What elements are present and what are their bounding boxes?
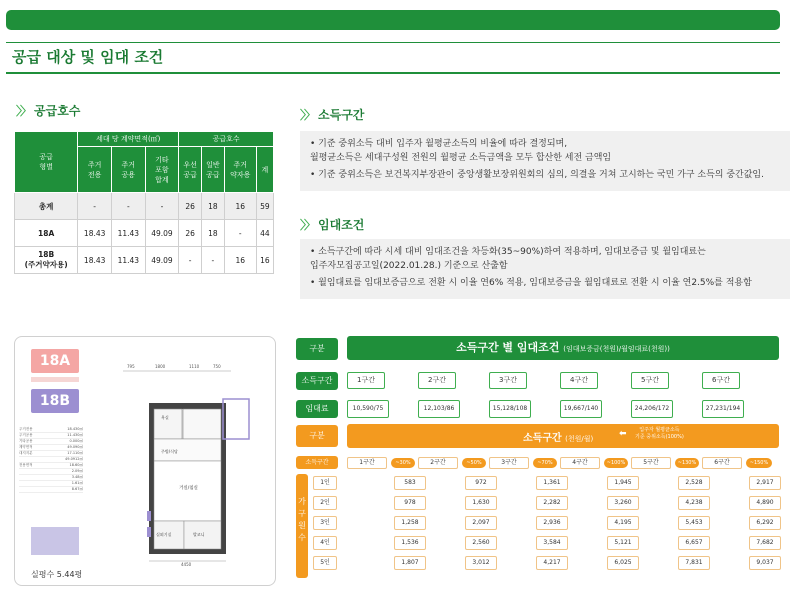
supply-heading-text: 공급호수 (34, 104, 81, 118)
pct-badge: ~30% (391, 458, 415, 468)
person-count-cell: 3인 (313, 516, 337, 530)
income-cell: 7,682 (749, 536, 781, 550)
fee-cell: 19,667/140 (560, 400, 602, 418)
bullet-text: • 기준 중위소득 대비 입주자 월평균소득의 비율에 따라 결정되며, 월평균소득은 세대구성원 전원의 월평균 소득금액을 모두 합산한 세전 금액임 (310, 139, 612, 163)
dim-label: 795 (127, 364, 135, 369)
spec-row: 계약면적 49.090㎡ (19, 445, 83, 449)
col-header-units: 공급호수 (179, 132, 274, 147)
section-title: 공급 대상 및 임대 조건 (12, 48, 164, 66)
table-cell: 44 (256, 220, 273, 247)
bracket-cell: 4구간 (560, 372, 598, 389)
info-box (300, 131, 790, 191)
row-label-category-2: 구분 (296, 425, 338, 447)
income-cell: 1,536 (394, 536, 426, 550)
pct-badge: ~50% (462, 458, 486, 468)
table-cell: 49.09 (145, 247, 179, 274)
row-label-fee: 임대료 (296, 400, 338, 418)
rent-title-bar (347, 336, 779, 360)
fee-cell: 27,231/194 (702, 400, 744, 418)
bracket-cell: 6구간 (702, 372, 740, 389)
spec-row: 주거공용 11.430㎡ (19, 433, 83, 437)
bracket-cell: 6구간 (702, 457, 742, 469)
household-size-label: 가 구 원 수 (296, 474, 308, 578)
pct-badge: ~100% (604, 458, 628, 468)
table-cell: 11.43 (111, 220, 145, 247)
table-cell: - (145, 193, 179, 220)
table-cell: 49.09 (145, 220, 179, 247)
row-label: 18A (15, 220, 78, 247)
income-cell: 978 (394, 496, 426, 510)
spec-row: 대지지분 17.110㎡ (19, 451, 83, 455)
supply-table (14, 131, 274, 274)
income-cell: 5,121 (607, 536, 639, 550)
income-cell: 972 (465, 476, 497, 490)
area-label: 실평수 5.44평 (31, 570, 83, 579)
table-cell: - (78, 193, 112, 220)
lease-heading (300, 216, 364, 233)
col-header: 우선 공급 (179, 147, 202, 193)
income-cell: 2,282 (536, 496, 568, 510)
person-count-cell: 2인 (313, 496, 337, 510)
row-label-bracket: 소득구간 (296, 372, 338, 390)
spec-row: 전용면적 18.60㎡ (19, 463, 83, 467)
table-cell: - (201, 247, 224, 274)
income-cell: 6,657 (678, 536, 710, 550)
table-cell: 11.43 (111, 247, 145, 274)
bracket-cell: 2구간 (418, 372, 456, 389)
income-title-bar (347, 424, 779, 448)
arrow-left-icon: ⬅ (619, 429, 627, 439)
income-cell: 2,097 (465, 516, 497, 530)
income-cell: 2,917 (749, 476, 781, 490)
income-cell: 7,831 (678, 556, 710, 570)
arrow-note: 입주자 월평균소득 기준 중위소득(100%) (635, 427, 684, 440)
income-cell: 9,037 (749, 556, 781, 570)
table-cell: 16 (224, 247, 256, 274)
spec-row: 주거전용 18.430㎡ (19, 427, 83, 431)
spec-row: 8.67㎡ (19, 487, 83, 493)
bracket-cell: 3구간 (489, 457, 529, 469)
col-header: 기타 포함 합계 (145, 147, 179, 193)
table-row (15, 193, 274, 220)
person-count-cell: 4인 (313, 536, 337, 550)
floor-plan-drawing (121, 361, 251, 567)
col-header: 계 (256, 147, 273, 193)
table-cell: 59 (256, 193, 273, 220)
bracket-cell: 4구간 (560, 457, 600, 469)
income-cell: 6,025 (607, 556, 639, 570)
col-header: 주거 약자용 (224, 147, 256, 193)
legend-box (31, 527, 79, 555)
income-cell: 2,528 (678, 476, 710, 490)
dim-label: 1800 (155, 364, 166, 369)
rent-title: 소득구간 별 임대조건 (456, 341, 560, 354)
spec-row: 1.61㎡ (19, 481, 83, 487)
col-header: 주거 공용 (111, 147, 145, 193)
income-title: 소득구간 (천원/월) (523, 433, 594, 444)
row-label: 18B (주거약자용) (15, 247, 78, 274)
table-row (15, 247, 274, 274)
table-cell: 16 (256, 247, 273, 274)
income-heading-text: 소득구간 (318, 108, 365, 122)
bracket-cell: 1구간 (347, 372, 385, 389)
bracket-cell: 3구간 (489, 372, 527, 389)
fee-cell: 10,590/75 (347, 400, 389, 418)
income-cell: 583 (394, 476, 426, 490)
table-cell: 18.43 (78, 247, 112, 274)
rent-title-note: (임대보증금(천원)/월임대료(천원)) (563, 345, 670, 353)
top-banner-bar (6, 10, 780, 30)
col-header-type: 공급 형별 (15, 132, 78, 193)
fee-cell: 15,128/108 (489, 400, 531, 418)
bracket-cell: 1구간 (347, 457, 387, 469)
type-badge-18a: 18A (31, 349, 79, 373)
income-cell: 4,217 (536, 556, 568, 570)
income-cell: 1,945 (607, 476, 639, 490)
spec-row: 2.09㎡ (19, 469, 83, 475)
income-cell: 1,361 (536, 476, 568, 490)
income-cell: 2,936 (536, 516, 568, 530)
table-cell: - (111, 193, 145, 220)
room-label: 거실/침실 (179, 486, 198, 491)
spec-row: 기타공용 0.000㎡ (19, 439, 83, 443)
table-cell: - (224, 220, 256, 247)
supply-heading (16, 102, 80, 119)
dim-label: 1110 (189, 364, 200, 369)
divider (6, 72, 780, 74)
table-cell: 18 (201, 193, 224, 220)
income-cell: 6,292 (749, 516, 781, 530)
income-cell: 4,238 (678, 496, 710, 510)
type-badge-18b: 18B (31, 389, 79, 413)
income-cell: 2,560 (465, 536, 497, 550)
table-cell: 26 (179, 220, 202, 247)
table-cell: 18 (201, 220, 224, 247)
bracket-cell: 5구간 (631, 457, 671, 469)
badge-underline (31, 377, 79, 382)
bullet-text: • 기준 중위소득은 보건복지부장관이 중앙생활보장위원회의 심의, 의결을 거쳐 고시하는 국민 가구 소득의 중간값임. (310, 170, 764, 180)
fee-cell: 24,206/172 (631, 400, 673, 418)
fee-cell: 12,103/86 (418, 400, 460, 418)
col-header: 일반 공급 (201, 147, 224, 193)
income-description (300, 131, 790, 191)
income-cell: 4,195 (607, 516, 639, 530)
income-cell: 3,584 (536, 536, 568, 550)
table-cell: 16 (224, 193, 256, 220)
info-box (300, 239, 790, 299)
pct-badge: ~70% (533, 458, 557, 468)
income-cell: 1,258 (394, 516, 426, 530)
row-label-bracket-2: 소득구간 (296, 456, 338, 469)
col-header-area: 세대 당 계약면적(㎡) (78, 132, 179, 147)
room-label: 욕실 (161, 415, 169, 420)
row-label: 총계 (15, 193, 78, 220)
divider (6, 42, 780, 43)
spec-row: 3.48㎡ (19, 475, 83, 481)
bracket-cell: 5구간 (631, 372, 669, 389)
dim-label: 4450 (181, 562, 192, 567)
income-cell: 4,890 (749, 496, 781, 510)
person-count-cell: 5인 (313, 556, 337, 570)
floor-plan-card (14, 336, 276, 586)
col-header: 주거 전용 (78, 147, 112, 193)
table-cell: - (179, 247, 202, 274)
pct-badge: ~150% (746, 458, 772, 468)
spec-row: 49.0912㎡ (19, 457, 83, 463)
double-chevron-icon: 〉〉 (300, 218, 315, 232)
table-cell: 18.43 (78, 220, 112, 247)
pct-badge: ~130% (675, 458, 699, 468)
bracket-cell: 2구간 (418, 457, 458, 469)
double-chevron-icon: 〉〉 (300, 108, 315, 122)
bullet-text: • 월임대료를 임대보증금으로 전환 시 이율 연6% 적용, 임대보증금을 월임대료로 전환 시 이율 연2.5%를 적용함 (310, 278, 752, 288)
income-heading (300, 106, 364, 123)
table-cell: 26 (179, 193, 202, 220)
bullet-text: • 소득구간에 따라 시세 대비 임대조건을 차등화(35~90%)하여 적용하며, 임대보증금 및 월임대료는 입주자모집공고일(2022.01.28.) 기준으로 산출함 (310, 247, 706, 271)
dim-label: 750 (213, 364, 221, 369)
room-label: 실외기실 (156, 532, 172, 537)
income-cell: 3,260 (607, 496, 639, 510)
table-row (15, 220, 274, 247)
income-cell: 5,453 (678, 516, 710, 530)
lease-heading-text: 임대조건 (318, 218, 365, 232)
row-label-category: 구분 (296, 338, 338, 360)
lease-description (300, 239, 790, 299)
income-cell: 1,630 (465, 496, 497, 510)
double-chevron-icon: 〉〉 (16, 104, 31, 118)
room-label: 발코니 (193, 532, 205, 537)
person-count-cell: 1인 (313, 476, 337, 490)
spec-list (19, 427, 83, 493)
room-label: 주방/식당 (161, 449, 178, 454)
income-cell: 3,012 (465, 556, 497, 570)
income-cell: 1,807 (394, 556, 426, 570)
